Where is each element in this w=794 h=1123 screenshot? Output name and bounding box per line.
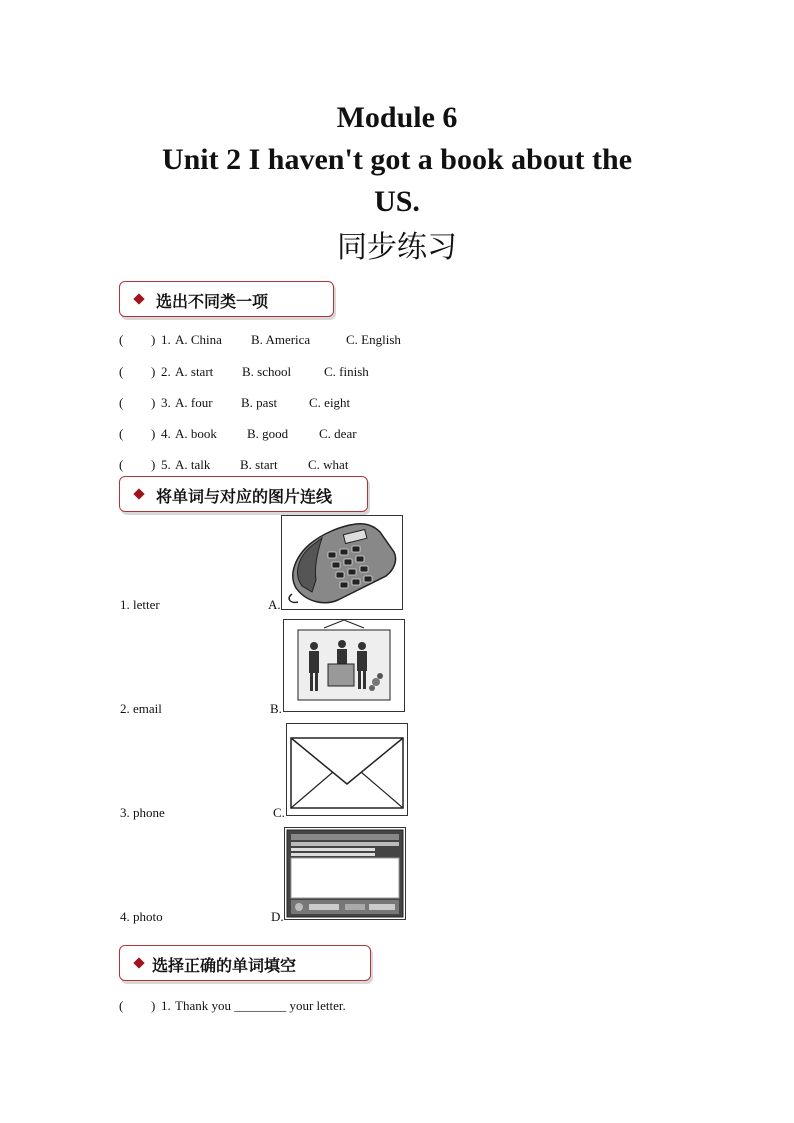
match-letter: D. bbox=[271, 909, 284, 924]
photo-icon bbox=[284, 620, 404, 711]
photo-picture bbox=[283, 619, 405, 712]
question-number: 3. bbox=[161, 395, 171, 410]
title-line-1: Module 6 bbox=[336, 101, 458, 134]
option-c: C. eight bbox=[309, 395, 351, 410]
question-number: 1. bbox=[161, 332, 171, 347]
envelope-icon bbox=[287, 724, 407, 815]
open-paren: ( bbox=[119, 364, 124, 379]
match-letter: A. bbox=[268, 597, 281, 612]
option-b: B. America bbox=[251, 332, 311, 347]
open-paren: ( bbox=[119, 426, 124, 441]
open-paren: ( bbox=[119, 332, 124, 347]
open-paren: ( bbox=[119, 395, 124, 410]
option-a: A. China bbox=[175, 332, 222, 347]
close-paren: ) bbox=[151, 998, 156, 1013]
title-line-2: Unit 2 I haven't got a book about the bbox=[161, 143, 633, 176]
question-number: 5. bbox=[161, 457, 171, 472]
match-letter: C. bbox=[273, 805, 285, 820]
close-paren: ) bbox=[151, 332, 156, 347]
page-subtitle: 同步练习 bbox=[337, 230, 457, 265]
section-label: 选出不同类一项 bbox=[156, 292, 269, 311]
diamond-icon bbox=[133, 957, 144, 968]
section-header-1 bbox=[119, 281, 334, 317]
question-number: 4. bbox=[161, 426, 171, 441]
diamond-icon bbox=[133, 293, 144, 304]
diamond-icon bbox=[133, 488, 144, 499]
envelope-picture bbox=[286, 723, 408, 816]
option-c: C. dear bbox=[319, 426, 357, 441]
option-a: A. four bbox=[175, 395, 213, 410]
email-window-picture bbox=[284, 827, 406, 920]
telephone-icon bbox=[282, 516, 402, 609]
match-word: 3. phone bbox=[120, 805, 165, 820]
option-b: B. start bbox=[240, 457, 278, 472]
question-number: 2. bbox=[161, 364, 171, 379]
option-c: C. what bbox=[308, 457, 349, 472]
open-paren: ( bbox=[119, 998, 124, 1013]
title-line-3: US. bbox=[374, 185, 420, 218]
match-word: 1. letter bbox=[120, 597, 160, 612]
match-word: 4. photo bbox=[120, 909, 163, 924]
section-header-3 bbox=[119, 945, 371, 981]
close-paren: ) bbox=[151, 395, 156, 410]
section-header-2 bbox=[119, 476, 368, 512]
option-b: B. good bbox=[247, 426, 289, 441]
close-paren: ) bbox=[151, 457, 156, 472]
option-c: C. finish bbox=[324, 364, 369, 379]
match-word: 2. email bbox=[120, 701, 162, 716]
close-paren: ) bbox=[151, 364, 156, 379]
option-b: B. past bbox=[241, 395, 278, 410]
telephone-picture bbox=[281, 515, 403, 610]
section-label: 选择正确的单词填空 bbox=[152, 956, 297, 975]
option-c: C. English bbox=[346, 332, 401, 347]
question-number: 1. bbox=[161, 998, 171, 1013]
close-paren: ) bbox=[151, 426, 156, 441]
option-a: A. talk bbox=[175, 457, 211, 472]
question-text: Thank you ________ your letter. bbox=[175, 998, 346, 1013]
option-b: B. school bbox=[242, 364, 292, 379]
section-label: 将单词与对应的图片连线 bbox=[156, 487, 333, 506]
option-a: A. start bbox=[175, 364, 214, 379]
email-window-icon bbox=[285, 828, 405, 919]
option-a: A. book bbox=[175, 426, 217, 441]
open-paren: ( bbox=[119, 457, 124, 472]
match-letter: B. bbox=[270, 701, 282, 716]
